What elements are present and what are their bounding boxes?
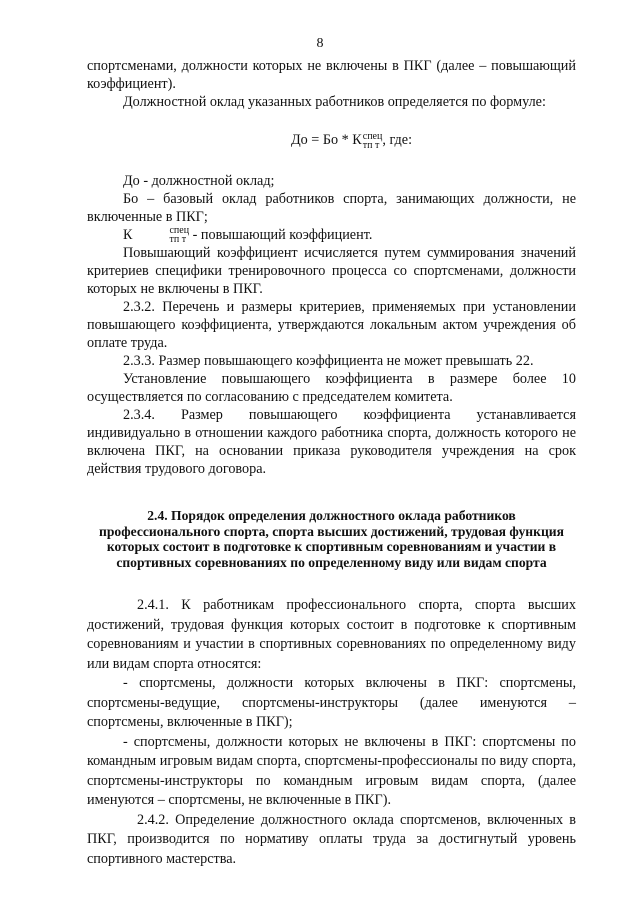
spacer: [87, 570, 576, 596]
list-item: - спортсмены, должности которых не включены в ПКГ: спортсмены по командным игровым видам спорта, спортсмены-профессионалы по виду спорта, спортсмены-инструкторы по командным игровым видам спорта, (далее именуются – спортсмены, не включенные в ПКГ).: [87, 733, 576, 809]
definition-k-text: - повышающий коэффициент.: [189, 226, 373, 243]
definition-do: До - должностной оклад;: [123, 172, 275, 189]
definition-bo: Бо – базовый оклад работников спорта, занимающих должности, не включенные в ПКГ;: [87, 190, 576, 225]
definition-k-superscript: спец: [169, 225, 190, 237]
spacer: [87, 478, 576, 508]
formula-indices: [363, 132, 383, 150]
definition-k-symbol: К: [123, 226, 133, 243]
page-number: 8: [316, 36, 324, 51]
document-body: [87, 57, 576, 869]
definition-k-indices: [133, 226, 189, 244]
formula-left: До = Бо * К: [290, 132, 362, 148]
formula: [87, 131, 576, 150]
paragraph-2-4-1: 2.4.1. К работникам профессионального спорта, спорта высших достижений, трудовая функция которых состоит в подготовке к спортивным соревнованиям и участии в спортивных соревнованиях по определенному виду или видам спорта относятся:: [87, 597, 576, 672]
paragraph: спортсменами, должности которых не включены в ПКГ (далее – повышающий коэффициент).: [87, 58, 576, 92]
paragraph-2-3-2: 2.3.2. Перечень и размеры критериев, применяемых при установлении повышающего коэффициента, утверждаются локальным актом учреждения об оплате труда.: [87, 299, 576, 352]
paragraph-2-3-3: 2.3.3. Размер повышающего коэффициента не может превышать 22.: [123, 353, 534, 370]
formula-subscript: тп т: [362, 139, 380, 151]
list-item: - спортсмены, должности которых включены в ПКГ: спортсмены, спортсмены-ведущие, спортсмены-инструкторы (далее именуются – спортсмены, включенные в ПКГ);: [87, 675, 576, 731]
paragraph: Установление повышающего коэффициента в размере более 10 осуществляется по согласованию с председателем комитета.: [87, 371, 576, 406]
definition-k-subscript: тп т: [169, 234, 187, 246]
definition-k: [87, 226, 576, 245]
formula-superscript: спец: [362, 130, 383, 142]
section-heading: [97, 508, 566, 570]
section-heading-text: 2.4. Порядок определения должностного оклада работников профессионального спорта, спорта высших достижений, трудовая функция которых состоит в подготовке к спортивным соревнованиям и участии в спортивных соревнованиях по определенному виду или видам спорта: [99, 508, 564, 570]
formula-right: , где:: [382, 132, 413, 148]
paragraph-2-4-2: 2.4.2. Определение должностного оклада спортсменов, включенных в ПКГ, производится по нормативу оплаты труда за достигнутый уровень спортивного мастерства.: [87, 811, 576, 867]
paragraph: Повышающий коэффициент исчисляется путем суммирования значений критериев специфики тренировочного процесса со спортсменами, должности которых не включены в ПКГ.: [87, 245, 576, 298]
paragraph-2-3-4: 2.3.4. Размер повышающего коэффициента устанавливается индивидуально в отношении каждого работника спорта, должность которого не включена ПКГ, на основании приказа руководителя учреждения на срок действия трудового договора.: [87, 407, 576, 478]
paragraph: Должностной оклад указанных работников определяется по формуле:: [123, 94, 546, 110]
